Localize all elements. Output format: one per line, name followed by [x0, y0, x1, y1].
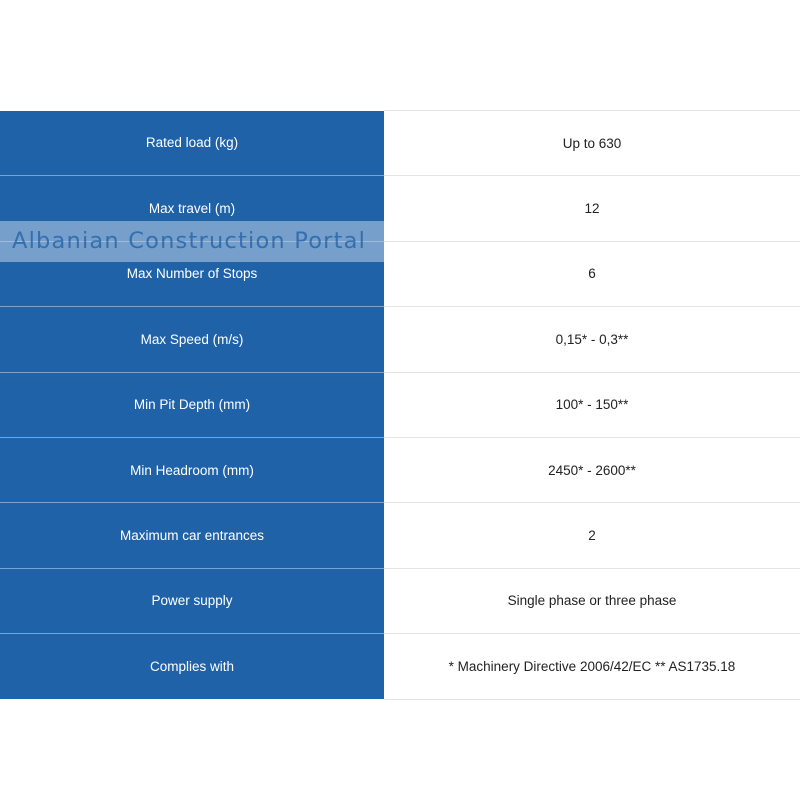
spec-value: 0,15* - 0,3** [384, 307, 800, 372]
spec-value: 2 [384, 503, 800, 568]
spec-label: Min Headroom (mm) [0, 437, 384, 502]
spec-value: 6 [384, 241, 800, 306]
table-row [0, 503, 800, 568]
spec-label: Complies with [0, 634, 384, 699]
watermark-banner [0, 221, 384, 262]
spec-label: Maximum car entrances [0, 503, 384, 568]
spec-label: Power supply [0, 568, 384, 633]
spec-value: Up to 630 [384, 111, 800, 176]
spec-label: Min Pit Depth (mm) [0, 372, 384, 437]
spec-value: 2450* - 2600** [384, 437, 800, 502]
table-row [0, 437, 800, 502]
spec-value: * Machinery Directive 2006/42/EC ** AS1735.18 [384, 634, 800, 699]
spec-value: Single phase or three phase [384, 568, 800, 633]
spec-label: Rated load (kg) [0, 111, 384, 176]
spec-value: 12 [384, 176, 800, 241]
spec-table [0, 110, 800, 700]
table-row [0, 568, 800, 633]
spec-label: Max Speed (m/s) [0, 307, 384, 372]
table-row [0, 111, 800, 176]
table-row [0, 372, 800, 437]
spec-label: Max travel (m) [0, 176, 384, 241]
table-row [0, 634, 800, 699]
spec-value: 100* - 150** [384, 372, 800, 437]
spec-label: Max Number of Stops [0, 241, 384, 306]
table-row [0, 307, 800, 372]
watermark-text: Albanian Construction Portal [12, 228, 367, 254]
